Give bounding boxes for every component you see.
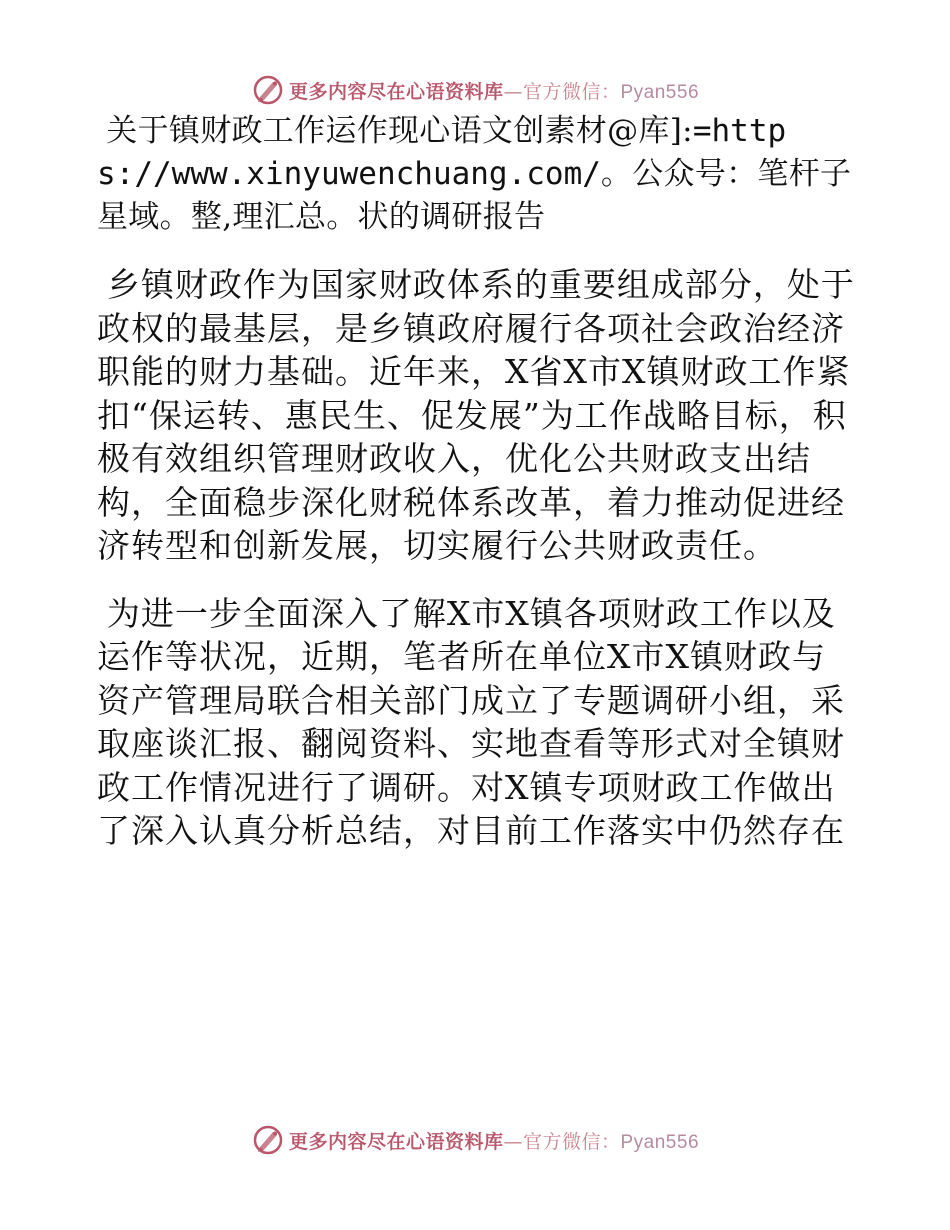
banner-wechat-id: Pyan556: [620, 1131, 700, 1153]
banner-wechat-id: Pyan556: [620, 81, 700, 103]
header-banner: [0, 70, 950, 110]
title-prefix: 关于镇财政工作运作现心语文创素材@库]:: [106, 113, 693, 149]
banner-wechat-label: 官方微信：: [522, 80, 621, 103]
title-url: =https://www.xinyuwenchuang.com/: [97, 113, 787, 192]
brand-logo-icon: [251, 73, 285, 107]
document-body: [97, 110, 857, 853]
brand-logo-icon: [251, 1123, 285, 1157]
banner-separator: —: [503, 1130, 523, 1153]
banner-brand: 更多内容尽在心语资料库: [288, 1130, 504, 1153]
title-suffix: 。公众号：笔杆子星域。整,理汇总。状的调研报告: [97, 156, 852, 235]
banner-text: [289, 77, 699, 104]
paragraph: 乡镇财政作为国家财政体系的重要组成部分，处于政权的最基层，是乡镇政府履行各项社会政治经济职能的财力基础。近年来，X省X市X镇财政工作紧扣“保运转、惠民生、促发展”为工作战略目标，积极有效组织管理财政收入，优化公共财政支出结构，全面稳步深化财税体系改革，着力推动促进经济转型和创新发展，切实履行公共财政责任。: [97, 265, 855, 565]
banner-text: [289, 1127, 699, 1154]
footer-banner: [0, 1120, 950, 1160]
document-title: [97, 110, 857, 239]
paragraph: 为进一步全面深入了解X市X镇各项财政工作以及运作等状况，近期，笔者所在单位X市X镇财政与资产管理局联合相关部门成立了专题调研小组，采取座谈汇报、翻阅资料、实地查看等形式对全镇财政工作情况进行了调研。对X镇专项财政工作做出了深入认真分析总结，对目前工作落实中仍然存在: [97, 593, 845, 850]
banner-brand: 更多内容尽在心语资料库: [288, 80, 504, 103]
banner-wechat-label: 官方微信：: [522, 1130, 621, 1153]
banner-separator: —: [503, 80, 523, 103]
